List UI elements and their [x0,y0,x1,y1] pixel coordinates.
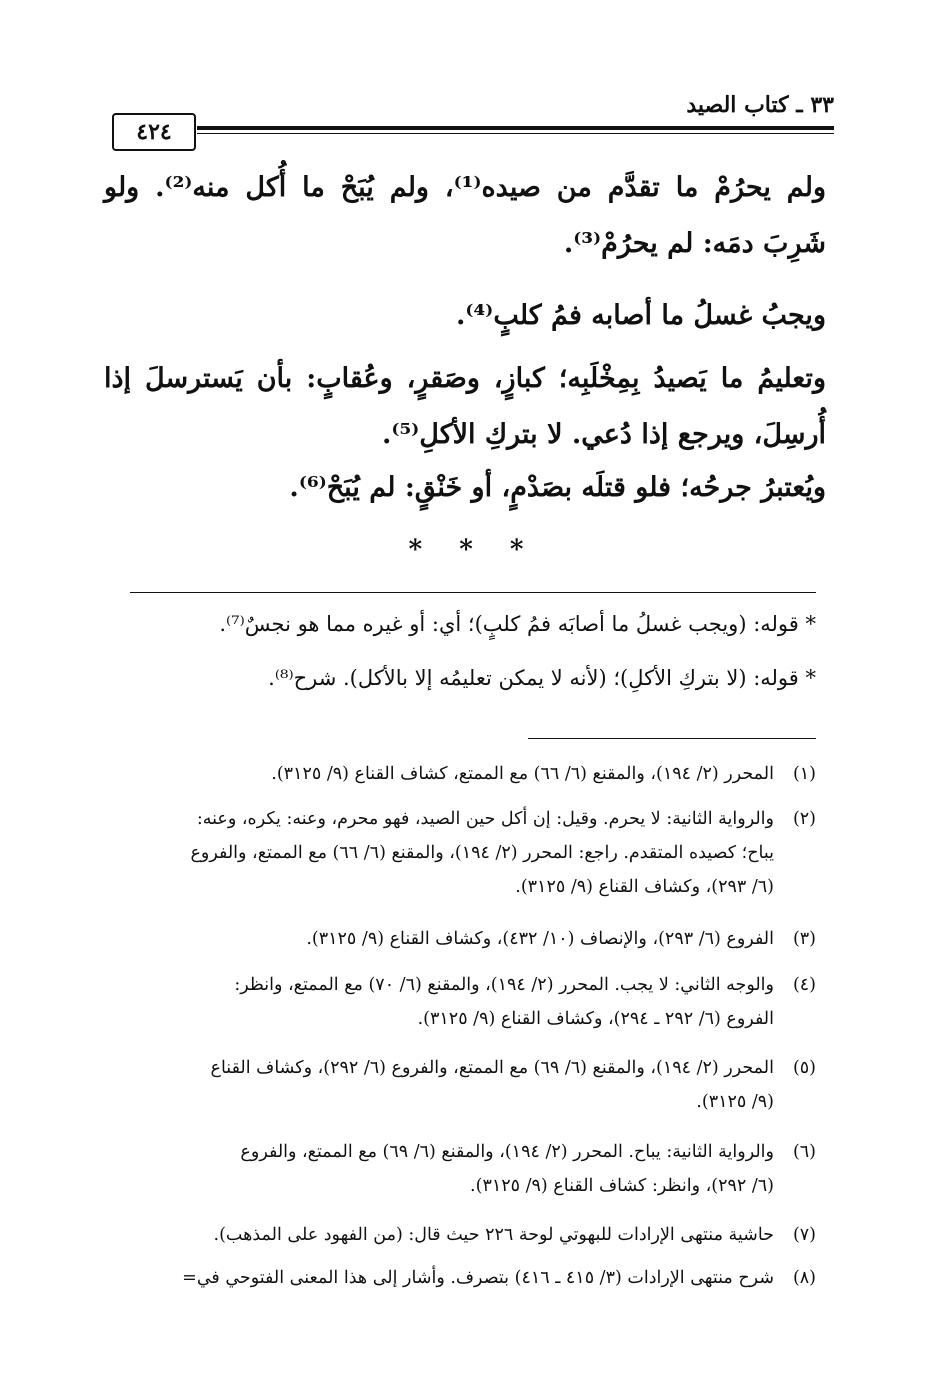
footnote-rule [528,738,816,739]
footnote [104,922,816,956]
footnote-line: والرواية الثانية: يباح. المحرر (٢/ ١٩٤)، والمقنع (٦/ ٦٩) مع الممتع، والفروع [240,1142,774,1162]
footnote [104,1218,816,1252]
footnote-line: المحرر (٢/ ١٩٤)، والمقنع (٦/ ٦٩) مع الممتع، والفروع (٦/ ٢٩٢)، وكشاف القناع [210,1058,774,1078]
footnote-line: الفروع (٦/ ٢٩٢ ـ ٢٩٤)، وكشاف القناع (٩/ ٣١٢٥). [417,1009,774,1029]
footnote-number: (٧) [792,1225,816,1245]
running-header-title: ٣٣ ـ كتاب الصيد [686,92,834,118]
footnote-line: (٩/ ٣١٢٥). [696,1092,774,1112]
footnote-line: الفروع (٦/ ٢٩٣)، والإنصاف (١٠/ ٤٣٢)، وكشاف القناع (٩/ ٣١٢٥). [306,929,774,949]
footnote [104,968,816,1036]
footnote [104,802,816,904]
page-number: ٤٢٤ [112,113,196,151]
section-separator: * * * [408,535,538,565]
footnote-line: يباح؛ كصيده المتقدم. راجع: المحرر (٢/ ١٩٤)، والمقنع (٦/ ٦٦) مع الممتع، والفروع [190,843,774,863]
gloss-divider [130,592,816,593]
footnote-line: المحرر (٢/ ١٩٤)، والمقنع (٦/ ٦٦) مع الممتع، كشاف القناع (٩/ ٣١٢٥). [271,764,774,784]
footnote [104,1051,816,1119]
footnote-line: شرح منتهى الإرادات (٣/ ٤١٥ ـ ٤١٦) بتصرف. وأشار إلى هذا المعنى الفتوحي في= [182,1268,774,1288]
footnote-line: حاشية منتهى الإرادات للبهوتي لوحة ٢٢٦ حيث قال: (من الفهود على المذهب). [213,1225,774,1245]
header-rule-thin [197,133,834,134]
footnote [104,1261,816,1295]
gloss-note-2: * قوله: (لا بتركِ الأكلِ)؛ (لأنه لا يمكن تعليمُه إلا بالأكل). شرح⁽⁸⁾. [268,666,816,690]
footnote-line: والوجه الثاني: لا يجب. المحرر (٢/ ١٩٤)، والمقنع (٦/ ٧٠) مع الممتع، وانظر: [234,975,774,995]
footnote-line: (٦/ ٢٩٣)، وكشاف القناع (٩/ ٣١٢٥). [515,877,774,897]
footnote-line: والرواية الثانية: لا يحرم. وقيل: إن أكل حين الصيد، فهو محرم، وعنه: يكره، وعنه: [196,809,774,829]
main-paragraph-1: ولم يحرُمْ ما تقدَّم من صيده⁽¹⁾، ولم يُبَحْ ما أُكل منه⁽²⁾. ولو شَرِبَ دمَه: لم يحرُمْ⁽³⁾. [104,172,826,259]
main-paragraph-2: ويجبُ غسلُ ما أصابه فمُ كلبٍ⁽⁴⁾. [456,300,826,331]
main-paragraph-4: ويُعتبرُ جرحُه؛ فلو قتلَه بصَدْمٍ، أو خَنْقٍ: لم يُبَحْ⁽⁶⁾. [289,472,826,503]
main-paragraph-3: وتعليمُ ما يَصيدُ بِمِخْلَبِه؛ كبازٍ، وصَقرٍ، وعُقابٍ: بأن يَسترسلَ إذا أُرسِلَ، ويرجع إذا دُعي. لا بتركِ الأكلِ⁽⁵⁾. [104,363,826,450]
footnote-line: (٦/ ٢٩٢)، وانظر: كشاف القناع (٩/ ٣١٢٥). [470,1176,774,1196]
header-rule [197,126,834,130]
footnote-number: (٤) [792,975,816,995]
footnote-number: (٦) [792,1142,816,1162]
footnote-number: (٥) [792,1058,816,1078]
footnote-number: (٢) [792,809,816,829]
footnote [104,757,816,791]
footnote [104,1135,816,1203]
gloss-note-1: * قوله: (ويجب غسلُ ما أصابَه فمُ كلبٍ)؛ أي: أو غيره مما هو نجسٌ⁽⁷⁾. [219,612,816,636]
footnote-number: (٨) [792,1268,816,1288]
footnote-number: (١) [792,764,816,784]
footnote-number: (٣) [792,929,816,949]
